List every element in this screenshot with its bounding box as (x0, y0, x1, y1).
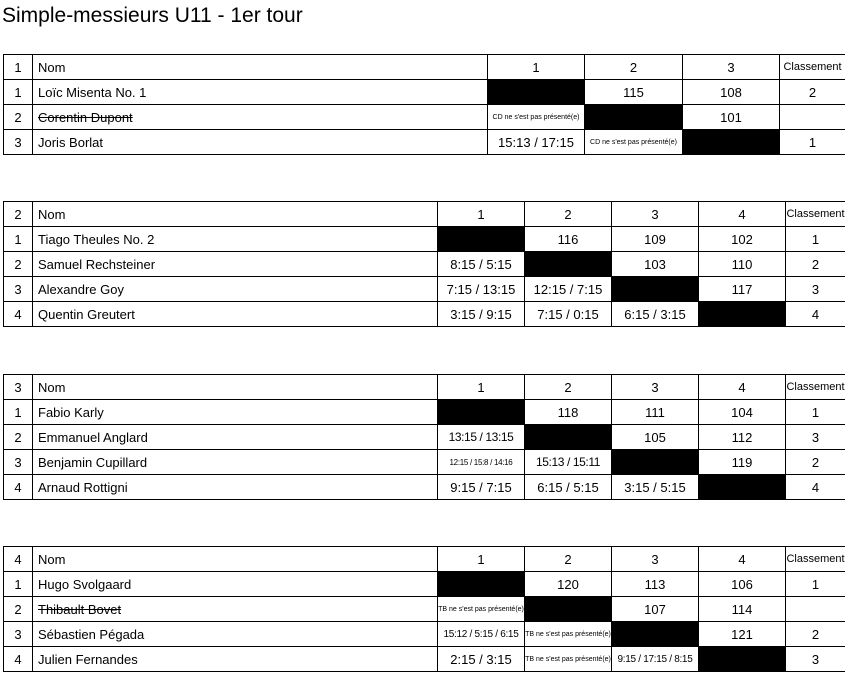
match-cell: 110 (699, 252, 786, 277)
player-name: Julien Fernandes (33, 647, 438, 672)
classement-header: Classement (780, 55, 845, 80)
rank-cell: 4 (786, 302, 845, 327)
self-match-cell (612, 622, 699, 647)
group-table-3 (3, 374, 845, 500)
group-header-row (4, 375, 845, 400)
rank-cell: 2 (786, 450, 845, 475)
player-name: Emmanuel Anglard (33, 425, 438, 450)
match-cell: 101 (683, 105, 780, 130)
player-name: Sébastien Pégada (33, 622, 438, 647)
player-position: 2 (4, 105, 33, 130)
player-name: Loïc Misenta No. 1 (33, 80, 488, 105)
player-position: 3 (4, 130, 33, 155)
rank-cell: 2 (786, 252, 845, 277)
player-name: Fabio Karly (33, 400, 438, 425)
match-cell: 120 (525, 572, 612, 597)
player-row (4, 252, 845, 277)
group-table-4 (3, 546, 845, 672)
player-position: 2 (4, 252, 33, 277)
name-header: Nom (33, 55, 488, 80)
match-cell: 113 (612, 572, 699, 597)
match-cell: 118 (525, 400, 612, 425)
match-cell: 15:13 / 17:15 (488, 130, 585, 155)
player-position: 2 (4, 597, 33, 622)
group-number: 4 (4, 547, 33, 572)
match-cell: 9:15 / 17:15 / 8:15 (612, 647, 699, 672)
match-cell: 12:15 / 15:8 / 14:16 (438, 450, 525, 475)
player-position: 2 (4, 425, 33, 450)
player-row (4, 425, 845, 450)
match-cell: 7:15 / 0:15 (525, 302, 612, 327)
player-row (4, 400, 845, 425)
self-match-cell (525, 597, 612, 622)
match-cell: 9:15 / 7:15 (438, 475, 525, 500)
match-cell: 3:15 / 9:15 (438, 302, 525, 327)
player-row (4, 80, 845, 105)
self-match-cell (438, 227, 525, 252)
match-cell: 2:15 / 3:15 (438, 647, 525, 672)
player-position: 3 (4, 622, 33, 647)
self-match-cell (699, 647, 786, 672)
name-header: Nom (33, 547, 438, 572)
self-match-cell (683, 130, 780, 155)
player-name: Quentin Greutert (33, 302, 438, 327)
self-match-cell (699, 475, 786, 500)
self-match-cell (699, 302, 786, 327)
match-cell: 15:12 / 5:15 / 6:15 (438, 622, 525, 647)
col-header: 1 (438, 547, 525, 572)
rank-cell: 1 (786, 572, 845, 597)
player-position: 1 (4, 572, 33, 597)
rank-cell (780, 105, 845, 130)
group-table-1 (3, 54, 845, 155)
match-cell: 105 (612, 425, 699, 450)
match-cell: 121 (699, 622, 786, 647)
walkover-cell: TB ne s'est pas présenté(e) (525, 647, 612, 672)
match-cell: 7:15 / 13:15 (438, 277, 525, 302)
player-row (4, 647, 845, 672)
player-name: Joris Borlat (33, 130, 488, 155)
player-position: 4 (4, 302, 33, 327)
page-title: Simple-messieurs U11 - 1er tour (2, 4, 303, 27)
self-match-cell (488, 80, 585, 105)
group-table-2 (3, 201, 845, 327)
player-position: 3 (4, 450, 33, 475)
group-header-row (4, 547, 845, 572)
player-name: Arnaud Rottigni (33, 475, 438, 500)
player-row (4, 277, 845, 302)
match-cell: 116 (525, 227, 612, 252)
match-cell: 6:15 / 3:15 (612, 302, 699, 327)
self-match-cell (612, 450, 699, 475)
col-header: 4 (699, 202, 786, 227)
col-header: 3 (612, 375, 699, 400)
rank-cell (786, 597, 845, 622)
col-header: 4 (699, 547, 786, 572)
match-cell: 115 (585, 80, 683, 105)
walkover-cell: TB ne s'est pas présenté(e) (438, 597, 525, 622)
match-cell: 108 (683, 80, 780, 105)
match-cell: 107 (612, 597, 699, 622)
player-name: Alexandre Goy (33, 277, 438, 302)
match-cell: 102 (699, 227, 786, 252)
col-header: 1 (488, 55, 585, 80)
player-name: Hugo Svolgaard (33, 572, 438, 597)
rank-cell: 3 (786, 425, 845, 450)
match-cell: 104 (699, 400, 786, 425)
player-position: 3 (4, 277, 33, 302)
player-name-withdrawn: Thibault Bovet (33, 597, 438, 622)
group-header-row (4, 55, 845, 80)
player-name: Samuel Rechsteiner (33, 252, 438, 277)
match-cell: 103 (612, 252, 699, 277)
player-position: 1 (4, 227, 33, 252)
walkover-cell: TB ne s'est pas présenté(e) (525, 622, 612, 647)
self-match-cell (585, 105, 683, 130)
player-name-withdrawn: Corentin Dupont (33, 105, 488, 130)
player-row (4, 105, 845, 130)
classement-header: Classement (786, 375, 845, 400)
classement-header: Classement (786, 547, 845, 572)
player-position: 4 (4, 647, 33, 672)
col-header: 1 (438, 202, 525, 227)
rank-cell: 1 (786, 400, 845, 425)
match-cell: 119 (699, 450, 786, 475)
name-header: Nom (33, 202, 438, 227)
self-match-cell (438, 572, 525, 597)
match-cell: 8:15 / 5:15 (438, 252, 525, 277)
player-position: 1 (4, 80, 33, 105)
group-number: 1 (4, 55, 33, 80)
col-header: 2 (525, 375, 612, 400)
self-match-cell (612, 277, 699, 302)
name-header: Nom (33, 375, 438, 400)
match-cell: 15:13 / 15:11 (525, 450, 612, 475)
self-match-cell (438, 400, 525, 425)
player-row (4, 597, 845, 622)
col-header: 3 (612, 202, 699, 227)
player-row (4, 302, 845, 327)
rank-cell: 1 (786, 227, 845, 252)
match-cell: 6:15 / 5:15 (525, 475, 612, 500)
walkover-cell: CD ne s'est pas présenté(e) (585, 130, 683, 155)
match-cell: 112 (699, 425, 786, 450)
player-row (4, 450, 845, 475)
group-number: 2 (4, 202, 33, 227)
col-header: 3 (612, 547, 699, 572)
player-position: 4 (4, 475, 33, 500)
group-number: 3 (4, 375, 33, 400)
self-match-cell (525, 252, 612, 277)
rank-cell: 4 (786, 475, 845, 500)
rank-cell: 3 (786, 647, 845, 672)
rank-cell: 1 (780, 130, 845, 155)
match-cell: 117 (699, 277, 786, 302)
col-header: 1 (438, 375, 525, 400)
player-row (4, 227, 845, 252)
player-name: Benjamin Cupillard (33, 450, 438, 475)
classement-header: Classement (786, 202, 845, 227)
player-row (4, 572, 845, 597)
match-cell: 109 (612, 227, 699, 252)
match-cell: 3:15 / 5:15 (612, 475, 699, 500)
walkover-cell: CD ne s'est pas présenté(e) (488, 105, 585, 130)
player-row (4, 130, 845, 155)
rank-cell: 3 (786, 277, 845, 302)
col-header: 4 (699, 375, 786, 400)
self-match-cell (525, 425, 612, 450)
match-cell: 13:15 / 13:15 (438, 425, 525, 450)
match-cell: 111 (612, 400, 699, 425)
player-name: Tiago Theules No. 2 (33, 227, 438, 252)
player-row (4, 475, 845, 500)
col-header: 2 (525, 202, 612, 227)
match-cell: 12:15 / 7:15 (525, 277, 612, 302)
rank-cell: 2 (780, 80, 845, 105)
col-header: 2 (525, 547, 612, 572)
match-cell: 106 (699, 572, 786, 597)
col-header: 2 (585, 55, 683, 80)
group-header-row (4, 202, 845, 227)
rank-cell: 2 (786, 622, 845, 647)
player-row (4, 622, 845, 647)
match-cell: 114 (699, 597, 786, 622)
col-header: 3 (683, 55, 780, 80)
player-position: 1 (4, 400, 33, 425)
